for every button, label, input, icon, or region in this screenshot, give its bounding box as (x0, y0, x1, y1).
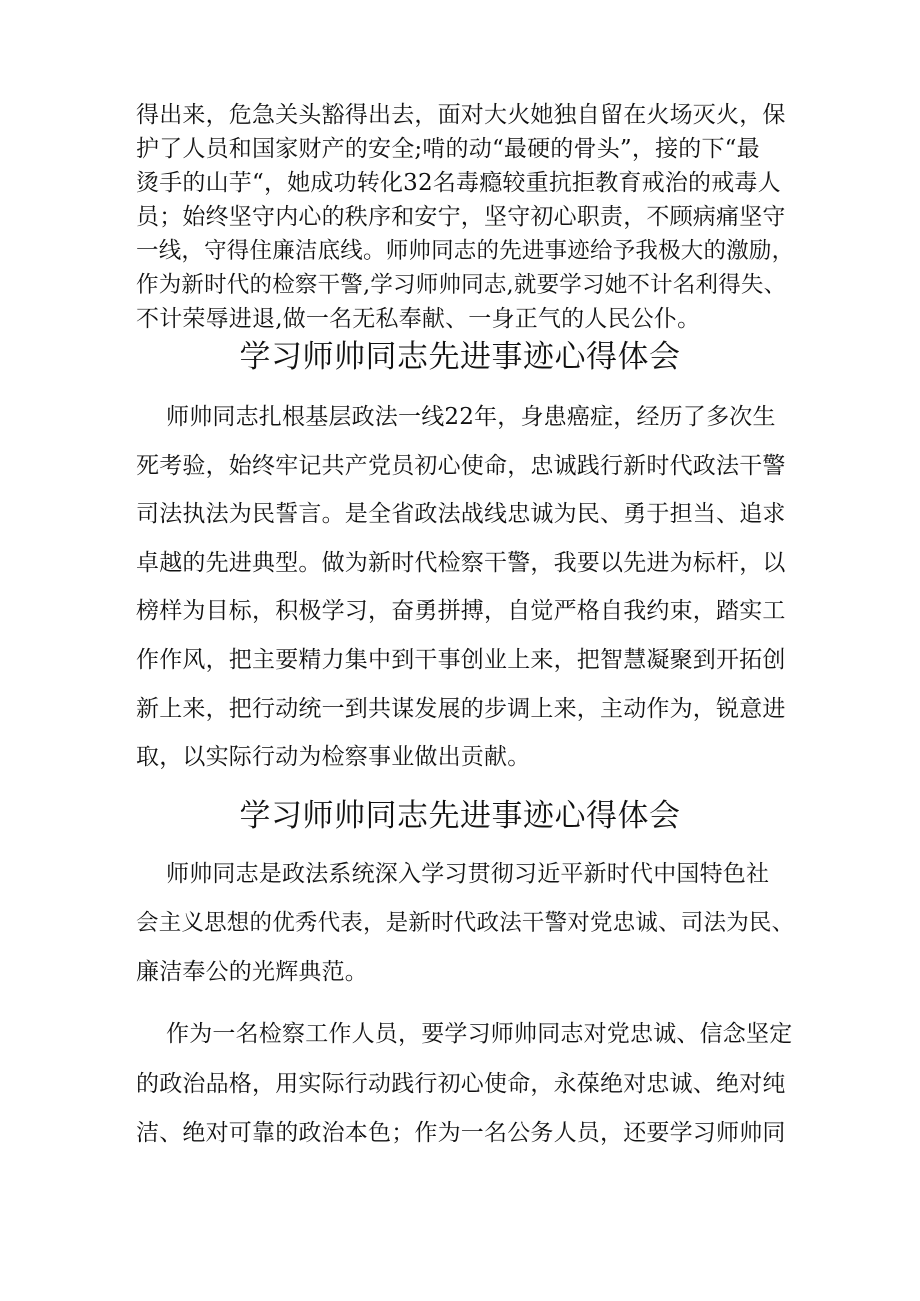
section2-paragraph (136, 393, 796, 782)
text-line: 作作风，把主要精力集中到干事创业上来，把智慧凝聚到开拓创 (136, 646, 786, 673)
section3-title: 学习师帅同志先进事迹心得体会 (239, 798, 681, 834)
section3-paragraph-1 (136, 850, 796, 997)
text-line: 员；始终坚守内心的秩序和安宁，坚守初心职责，不顾病痛坚守 (136, 204, 786, 230)
text-line: 会主义思想的优秀代表，是新时代政法干警对党忠诚、司法为民、 (136, 910, 795, 936)
text-line: 师帅同志扎根基层政法一线22年，身患癌症，经历了多次生 (166, 404, 776, 430)
text-line: 烫手的山芋“，她成功转化32名毒瘾较重抗拒教育戒治的戒毒人 (136, 170, 781, 196)
text-line: 的政治品格，用实际行动践行初心使命，永葆绝对忠诚、绝对纯 (136, 1070, 786, 1097)
text-line: 洁、绝对可靠的政治本色；作为一名公务人员，还要学习师帅同 (136, 1120, 786, 1146)
section3-paragraph-2 (136, 1010, 796, 1159)
text-line: 作为一名检察工作人员，要学习师帅同志对党忠诚、信念坚定 (166, 1021, 793, 1047)
text-line: 廉洁奉公的光辉典范。 (136, 959, 368, 985)
section2-title: 学习师帅同志先进事迹心得体会 (239, 339, 681, 375)
section1-paragraph (136, 98, 796, 336)
text-line: 不计荣辱进退,做一名无私奉献、一身正气的人民公仆。 (136, 306, 701, 332)
text-line: 新上来，把行动统一到共谋发展的步调上来，主动作为，锐意进 (136, 695, 786, 722)
text-line: 卓越的先进典型。做为新时代检察干警，我要以先进为标杆，以 (136, 549, 786, 576)
text-line: 得出来，危急关头豁得出去，面对大火她独自留在火场灭火，保 (136, 102, 786, 128)
text-line: 司法执法为民誓言。是全省政法战线忠诚为民、勇于担当、追求 (136, 501, 786, 528)
text-line: 榜样为目标，积极学习，奋勇拼搏，自觉严格自我约束，踏实工 (136, 598, 786, 625)
text-line: 死考验，始终牢记共产党员初心使命，忠诚践行新时代政法干警 (136, 452, 786, 479)
text-line: 师帅同志是政法系统深入学习贯彻习近平新时代中国特色社 (166, 861, 770, 887)
text-line: 一线，守得住廉洁底线。师帅同志的先进事迹给予我极大的激励， (136, 238, 795, 264)
text-line: 取，以实际行动为检察事业做出贡献。 (136, 744, 531, 771)
text-line: 作为新时代的检察干警,学习师帅同志,就要学习她不计名利得失、 (136, 272, 787, 298)
text-line: 护了人员和国家财产的安全;啃的动“最硬的骨头”，接的下“最 (136, 136, 760, 162)
